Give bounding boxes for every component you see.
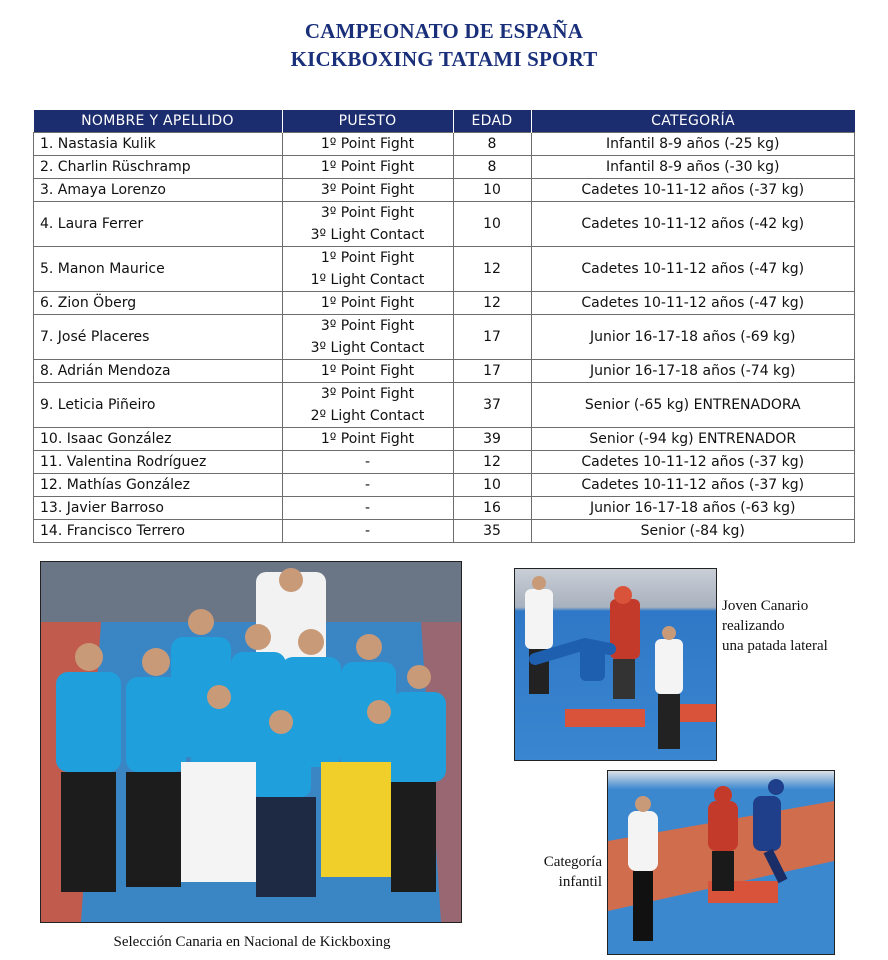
table-row (34, 133, 855, 156)
table-header-row (34, 110, 855, 133)
team-photo-image (41, 562, 461, 922)
place-entry: 1º Light Contact (310, 272, 425, 288)
table-row (34, 202, 855, 247)
table-row (34, 383, 855, 428)
place-entry: 1º Point Fight (320, 431, 415, 447)
place-entry: 3º Light Contact (310, 340, 425, 356)
athlete-category: Cadetes 10-11-12 años (-37 kg) (531, 474, 855, 497)
athlete-name: 2. Charlin Rüschramp (34, 156, 283, 179)
athlete-age: 37 (453, 383, 531, 428)
place-entry: - (364, 454, 371, 470)
athlete-name: 11. Valentina Rodríguez (34, 451, 283, 474)
place-entry: 3º Point Fight (320, 182, 415, 198)
athlete-age: 35 (453, 520, 531, 543)
infant-photo-image (608, 771, 834, 954)
athlete-name: 12. Mathías González (34, 474, 283, 497)
header-place: PUESTO (282, 110, 453, 133)
athlete-category: Junior 16-17-18 años (-69 kg) (531, 315, 855, 360)
place-entry: 2º Light Contact (310, 408, 425, 424)
athlete-category: Cadetes 10-11-12 años (-47 kg) (531, 247, 855, 292)
place-entry: - (364, 477, 371, 493)
table-row (34, 292, 855, 315)
athlete-age: 39 (453, 428, 531, 451)
athlete-name: 14. Francisco Terrero (34, 520, 283, 543)
athlete-category: Cadetes 10-11-12 años (-37 kg) (531, 179, 855, 202)
team-photo-caption: Selección Canaria en Nacional de Kickboxing (113, 934, 391, 950)
athlete-name: 1. Nastasia Kulik (34, 133, 283, 156)
kick-caption-line: Joven Canario (722, 598, 809, 614)
team-photo (40, 561, 462, 923)
athlete-place (282, 451, 453, 474)
place-entry: - (364, 500, 371, 516)
athlete-place (282, 497, 453, 520)
athlete-category: Senior (-65 kg) ENTRENADORA (531, 383, 855, 428)
table-row (34, 360, 855, 383)
athlete-place (282, 247, 453, 292)
athlete-category: Infantil 8-9 años (-30 kg) (531, 156, 855, 179)
kick-photo (514, 568, 717, 761)
document-title-line1: CAMPEONATO DE ESPAÑA (304, 19, 584, 43)
athlete-name: 3. Amaya Lorenzo (34, 179, 283, 202)
infant-photo-caption (520, 852, 602, 892)
athlete-place (282, 428, 453, 451)
athlete-name: 4. Laura Ferrer (34, 202, 283, 247)
athlete-place (282, 292, 453, 315)
athlete-category: Senior (-84 kg) (531, 520, 855, 543)
athlete-age: 16 (453, 497, 531, 520)
athlete-category: Infantil 8-9 años (-25 kg) (531, 133, 855, 156)
athlete-age: 10 (453, 179, 531, 202)
table-row (34, 179, 855, 202)
table-row (34, 474, 855, 497)
athlete-place (282, 179, 453, 202)
athlete-name: 9. Leticia Piñeiro (34, 383, 283, 428)
kick-photo-image (515, 569, 716, 760)
place-entry: 1º Point Fight (320, 250, 415, 266)
table-row (34, 247, 855, 292)
athlete-place (282, 474, 453, 497)
athlete-age: 12 (453, 292, 531, 315)
kick-photo-caption (722, 596, 882, 656)
athlete-age: 17 (453, 315, 531, 360)
athlete-category: Senior (-94 kg) ENTRENADOR (531, 428, 855, 451)
kick-caption-line: una patada lateral (722, 638, 828, 654)
athlete-place (282, 202, 453, 247)
table-row (34, 428, 855, 451)
athlete-name: 6. Zion Öberg (34, 292, 283, 315)
athlete-category: Cadetes 10-11-12 años (-42 kg) (531, 202, 855, 247)
athlete-age: 12 (453, 451, 531, 474)
header-name: NOMBRE Y APELLIDO (34, 110, 283, 133)
athlete-age: 10 (453, 474, 531, 497)
place-entry: 3º Point Fight (320, 386, 415, 402)
place-entry: 1º Point Fight (320, 363, 415, 379)
athlete-category: Junior 16-17-18 años (-74 kg) (531, 360, 855, 383)
athlete-place (282, 133, 453, 156)
athlete-age: 8 (453, 156, 531, 179)
athlete-name: 10. Isaac González (34, 428, 283, 451)
place-entry: 3º Light Contact (310, 227, 425, 243)
athlete-name: 13. Javier Barroso (34, 497, 283, 520)
header-age: EDAD (453, 110, 531, 133)
athlete-age: 10 (453, 202, 531, 247)
infant-caption-line: Categoría (543, 854, 602, 870)
infant-caption-line: infantil (558, 874, 602, 890)
athlete-age: 12 (453, 247, 531, 292)
athlete-place (282, 383, 453, 428)
athlete-category: Cadetes 10-11-12 años (-37 kg) (531, 451, 855, 474)
place-entry: 3º Point Fight (320, 205, 415, 221)
athlete-category: Junior 16-17-18 años (-63 kg) (531, 497, 855, 520)
header-category: CATEGORÍA (531, 110, 855, 133)
table-row (34, 156, 855, 179)
table-row (34, 451, 855, 474)
place-entry: 1º Point Fight (320, 136, 415, 152)
table-row (34, 315, 855, 360)
athlete-name: 7. José Placeres (34, 315, 283, 360)
results-table (33, 110, 855, 543)
place-entry: 3º Point Fight (320, 318, 415, 334)
place-entry: 1º Point Fight (320, 295, 415, 311)
place-entry: 1º Point Fight (320, 159, 415, 175)
document-title-line2: KICKBOXING TATAMI SPORT (290, 47, 598, 71)
place-entry: - (364, 523, 371, 539)
athlete-name: 8. Adrián Mendoza (34, 360, 283, 383)
athlete-name: 5. Manon Maurice (34, 247, 283, 292)
table-row (34, 520, 855, 543)
athlete-place (282, 156, 453, 179)
athlete-place (282, 360, 453, 383)
kick-caption-line: realizando (722, 618, 785, 634)
athlete-age: 8 (453, 133, 531, 156)
table-row (34, 497, 855, 520)
athlete-category: Cadetes 10-11-12 años (-47 kg) (531, 292, 855, 315)
infant-photo (607, 770, 835, 955)
athlete-age: 17 (453, 360, 531, 383)
athlete-place (282, 315, 453, 360)
athlete-place (282, 520, 453, 543)
